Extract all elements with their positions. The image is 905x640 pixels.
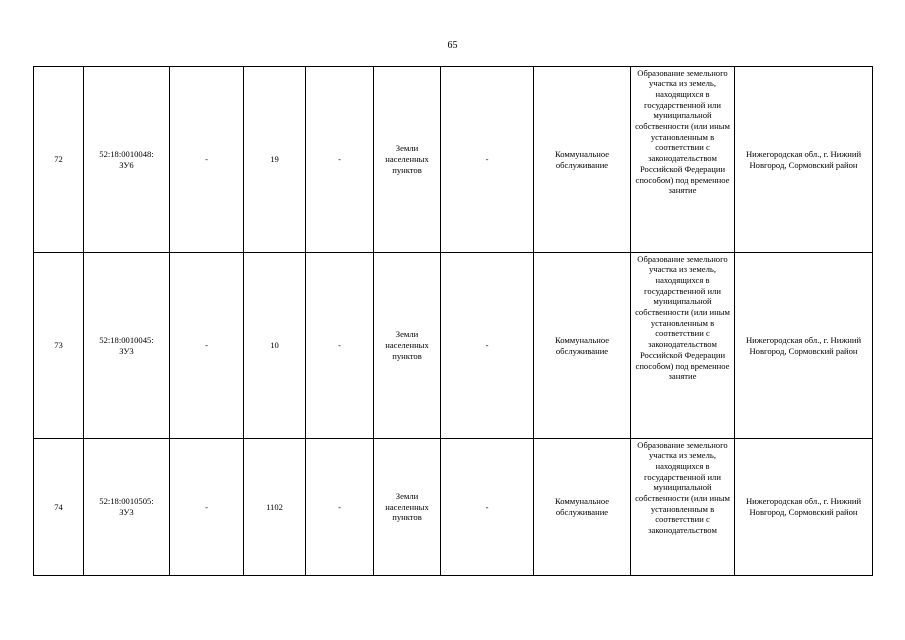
table-row [34,253,873,439]
address: Нижегородская обл., г. Нижний Новгород, Сормовский район [735,67,873,253]
address: Нижегородская обл., г. Нижний Новгород, Сормовский район [735,253,873,439]
table-row [34,67,873,253]
land-category: Земли населенных пунктов [374,67,441,253]
row-number: 73 [34,253,84,439]
cadastral-number: 52:18:0010505: ЗУ3 [84,439,170,576]
address: Нижегородская обл., г. Нижний Новгород, Сормовский район [735,439,873,576]
empty-cell: - [170,67,244,253]
empty-cell: - [306,67,374,253]
table-row [34,439,873,576]
empty-cell: - [170,439,244,576]
empty-cell: - [441,67,534,253]
empty-cell: - [441,253,534,439]
formation-method: Образование земельного участка из земель, находящихся в государственной или муниципальной собственности (или иным установленным в соответствии с законодательством [631,439,735,576]
permitted-use: Коммунальное обслуживание [534,253,631,439]
cadastral-number: 52:18:0010045: ЗУ3 [84,253,170,439]
empty-cell: - [306,439,374,576]
formation-method: Образование земельного участка из земель, находящихся в государственной или муниципальной собственности (или иным установленным в соответствии с законодательством Российской Федерации способом) под временное занятие [631,253,735,439]
empty-cell: - [170,253,244,439]
empty-cell: - [441,439,534,576]
cadastral-number: 52:18:0010048: ЗУ6 [84,67,170,253]
formation-method: Образование земельного участка из земель, находящихся в государственной или муниципальной собственности (или иным установленным в соответствии с законодательством Российской Федерации способом) под временное занятие [631,67,735,253]
land-plot-table [33,66,873,576]
permitted-use: Коммунальное обслуживание [534,67,631,253]
area-value: 1102 [244,439,306,576]
page-number: 65 [447,40,458,51]
land-category: Земли населенных пунктов [374,253,441,439]
empty-cell: - [306,253,374,439]
row-number: 74 [34,439,84,576]
area-value: 19 [244,67,306,253]
row-number: 72 [34,67,84,253]
permitted-use: Коммунальное обслуживание [534,439,631,576]
land-category: Земли населенных пунктов [374,439,441,576]
area-value: 10 [244,253,306,439]
